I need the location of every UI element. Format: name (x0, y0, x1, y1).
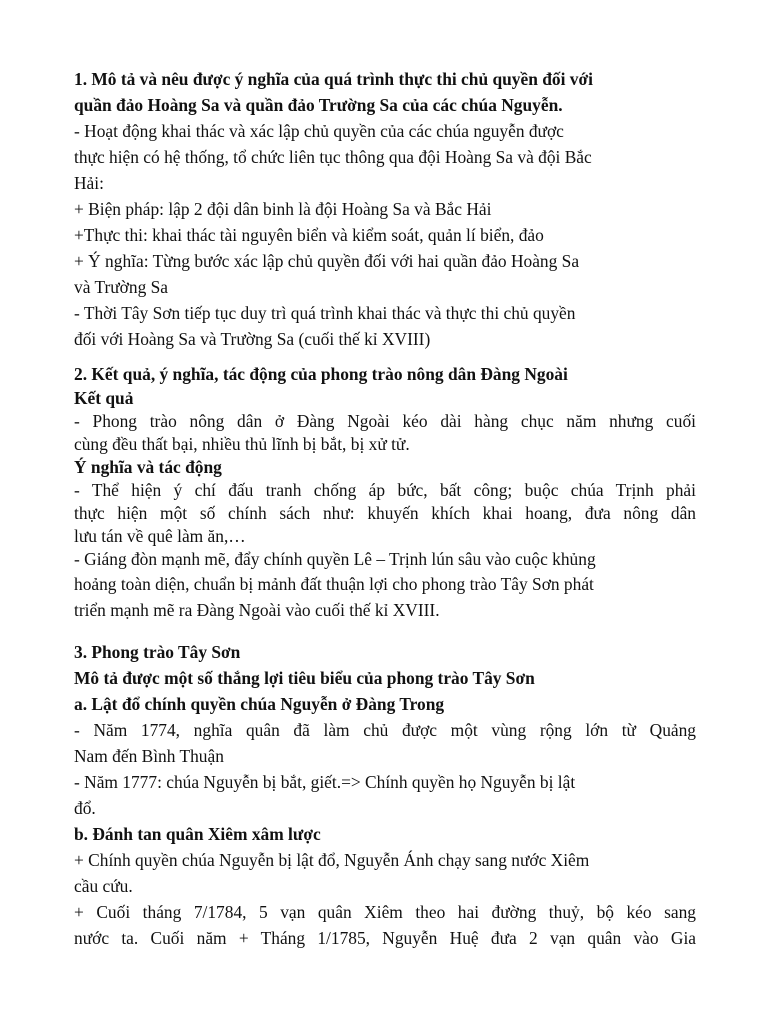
paragraph-line: + Biện pháp: lập 2 đội dân binh là đội Hoàng Sa và Bắc Hải (74, 199, 492, 219)
paragraph-line: và Trường Sa (74, 277, 169, 297)
paragraph-line: đổ. (74, 798, 96, 818)
paragraph-line: triển mạnh mẽ ra Đàng Ngoài vào cuối thế kỉ XVIII. (74, 600, 440, 620)
section-2 (74, 361, 696, 623)
paragraph-line: thực hiện một số chính sách như: khuyến khích khai hoang, đưa nông dân (74, 503, 696, 523)
paragraph-line: lưu tán về quê làm ăn,… (74, 526, 246, 546)
paragraph-line: + Chính quyền chúa Nguyễn bị lật đổ, Nguyễn Ánh chạy sang nước Xiêm (74, 850, 590, 870)
paragraph-line: thực hiện có hệ thống, tổ chức liên tục thông qua đội Hoàng Sa và đội Bắc (74, 147, 592, 167)
paragraph-line: - Thời Tây Sơn tiếp tục duy trì quá trình khai thác và thực thi chủ quyền (74, 303, 576, 323)
paragraph-line: + Ý nghĩa: Từng bước xác lập chủ quyền đối với hai quần đảo Hoàng Sa (74, 251, 580, 271)
section-3-heading: 3. Phong trào Tây Sơn (74, 642, 241, 662)
section-2-heading: 2. Kết quả, ý nghĩa, tác động của phong trào nông dân Đàng Ngoài (74, 364, 568, 384)
paragraph-line: Nam đến Bình Thuận (74, 746, 224, 766)
document-page (74, 66, 696, 951)
section-1 (74, 66, 696, 352)
section-2-subheading-meaning: Ý nghĩa và tác động (74, 457, 222, 477)
section-gap (74, 352, 696, 361)
paragraph-line: hoảng toàn diện, chuẩn bị mảnh đất thuận lợi cho phong trào Tây Sơn phát (74, 574, 594, 594)
paragraph-line: cầu cứu. (74, 876, 133, 896)
paragraph-line: - Giáng đòn mạnh mẽ, đẩy chính quyền Lê – Trịnh lún sâu vào cuộc khủng (74, 549, 596, 569)
paragraph-line: - Thể hiện ý chí đấu tranh chống áp bức, bất công; buộc chúa Trịnh phải (74, 480, 696, 500)
paragraph-line: - Hoạt động khai thác và xác lập chủ quyền của các chúa nguyễn được (74, 121, 564, 141)
paragraph-line: - Năm 1774, nghĩa quân đã làm chủ được một vùng rộng lớn từ Quảng (74, 720, 696, 740)
paragraph-line: - Năm 1777: chúa Nguyễn bị bắt, giết.=> Chính quyền họ Nguyễn bị lật (74, 772, 576, 792)
paragraph-line: + Cuối tháng 7/1784, 5 vạn quân Xiêm theo hai đường thuỷ, bộ kéo sang (74, 902, 696, 922)
section-3-subheading: Mô tả được một số thắng lợi tiêu biểu của phong trào Tây Sơn (74, 668, 535, 688)
section-3 (74, 639, 696, 951)
paragraph-line: cùng đều thất bại, nhiều thủ lĩnh bị bắt, bị xử tử. (74, 434, 410, 454)
section-2-subheading-results: Kết quả (74, 388, 134, 408)
paragraph-line: đối với Hoàng Sa và Trường Sa (cuối thế kỉ XVIII) (74, 329, 431, 349)
section-gap (74, 623, 696, 639)
paragraph-line: +Thực thi: khai thác tài nguyên biển và kiểm soát, quản lí biển, đảo (74, 225, 544, 245)
section-1-heading-line-2: quần đảo Hoàng Sa và quần đảo Trường Sa của các chúa Nguyễn. (74, 95, 563, 115)
section-1-heading-line-1: 1. Mô tả và nêu được ý nghĩa của quá trình thực thi chủ quyền đối với (74, 69, 593, 89)
paragraph-line: Hải: (74, 173, 104, 193)
paragraph-line: - Phong trào nông dân ở Đàng Ngoài kéo dài hàng chục năm nhưng cuối (74, 411, 696, 431)
paragraph-line: nước ta. Cuối năm + Tháng 1/1785, Nguyễn Huệ đưa 2 vạn quân vào Gia (74, 928, 696, 948)
section-3-subheading-b: b. Đánh tan quân Xiêm xâm lược (74, 824, 321, 844)
section-3-subheading-a: a. Lật đổ chính quyền chúa Nguyễn ở Đàng Trong (74, 694, 445, 714)
